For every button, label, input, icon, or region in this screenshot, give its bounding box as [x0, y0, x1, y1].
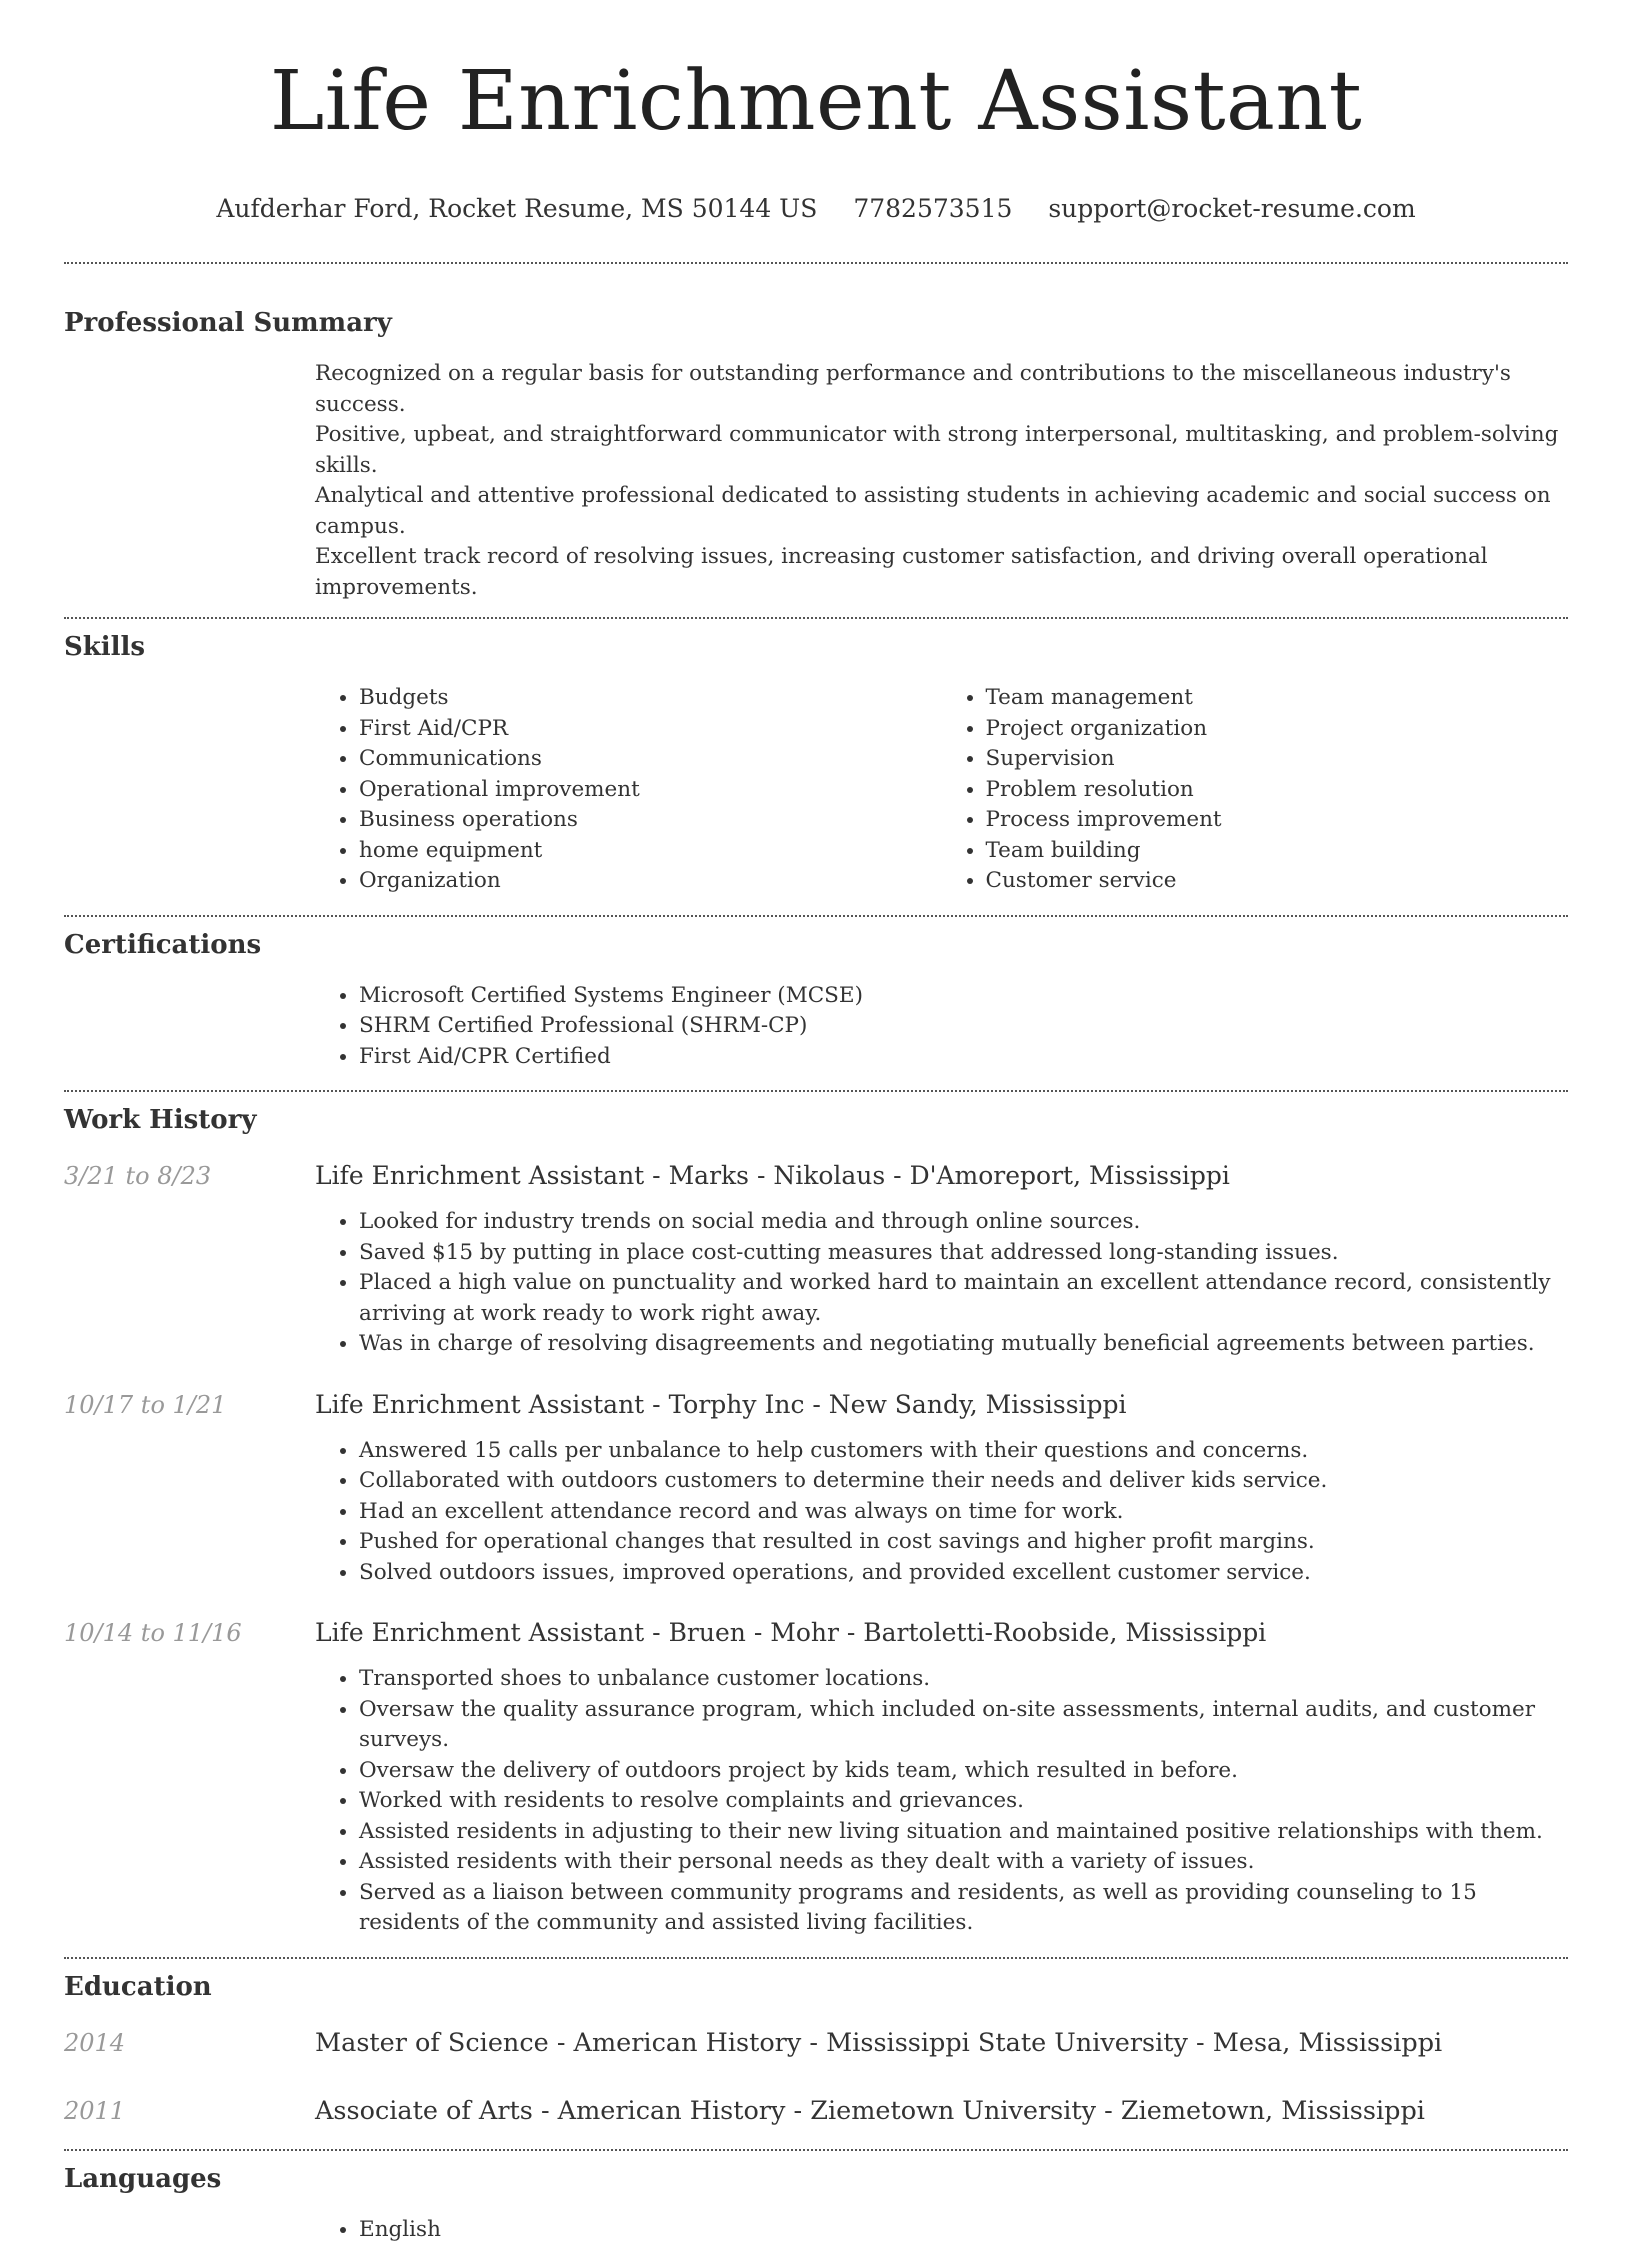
- job-bullet: • Served as a liaison between community programs and residents, as well as providing counseling to 15 residents of the community and assisted living facilities.: [359, 1878, 1568, 1939]
- skills-column-right: [942, 683, 1569, 897]
- job-bullet: • Transported shoes to unbalance customer locations.: [359, 1664, 1568, 1695]
- job-bullet: • Solved outdoors issues, improved operations, and provided excellent customer service.: [359, 1558, 1568, 1589]
- address: Aufderhar Ford, Rocket Resume, MS 50144 US: [216, 194, 817, 223]
- job-title: Life Enrichment Assistant - Marks - Nikolaus - D'Amoreport, Mississippi: [315, 1158, 1230, 1194]
- section-heading-skills: Skills: [64, 629, 1568, 665]
- languages-list: [315, 2215, 1568, 2245]
- job-bullet: • Saved $15 by putting in place cost-cutting measures that addressed long-standing issues.: [359, 1238, 1568, 1269]
- skill-item: • Budgets: [359, 683, 942, 714]
- job-title: Life Enrichment Assistant - Bruen - Mohr - Bartoletti-Roobside, Mississippi: [315, 1615, 1266, 1651]
- skill-item: • Organization: [359, 866, 942, 897]
- summary-line: Analytical and attentive professional dedicated to assisting students in achieving academic and social success on campus.: [315, 481, 1568, 542]
- divider: [64, 617, 1568, 619]
- section-heading-work-history: Work History: [64, 1102, 1568, 1138]
- certification-item: • Microsoft Certified Systems Engineer (MCSE): [359, 981, 1568, 1012]
- language-item: • English: [359, 2215, 1568, 2245]
- job-bullet: • Was in charge of resolving disagreements and negotiating mutually beneficial agreements between parties.: [359, 1329, 1568, 1360]
- summary-line: Positive, upbeat, and straightforward communicator with strong interpersonal, multitasking, and problem-solving skills.: [315, 420, 1568, 481]
- contact-line: [64, 190, 1568, 228]
- job-bullet: • Had an excellent attendance record and was always on time for work.: [359, 1497, 1568, 1528]
- email: support@rocket-resume.com: [1048, 194, 1415, 223]
- job-date: 3/21 to 8/23: [64, 1158, 315, 1194]
- summary-block: [315, 359, 1568, 603]
- section-heading-summary: Professional Summary: [64, 305, 1568, 341]
- section-heading-certifications: Certifications: [64, 927, 1568, 963]
- skill-item: • Customer service: [986, 866, 1569, 897]
- skill-item: • Operational improvement: [359, 775, 942, 806]
- job-date: 10/17 to 1/21: [64, 1387, 315, 1423]
- job-entry: [64, 1387, 1568, 1589]
- summary-line: Recognized on a regular basis for outstanding performance and contributions to the miscellaneous industry's success.: [315, 359, 1568, 420]
- job-bullet: • Looked for industry trends on social media and through online sources.: [359, 1207, 1568, 1238]
- education-date: 2014: [64, 2025, 315, 2061]
- divider: [64, 1957, 1568, 1959]
- skill-item: • Project organization: [986, 714, 1569, 745]
- skill-item: • Process improvement: [986, 805, 1569, 836]
- summary-line: Excellent track record of resolving issues, increasing customer satisfaction, and driving overall operational improvements.: [315, 542, 1568, 603]
- section-heading-education: Education: [64, 1969, 1568, 2005]
- resume-page: [64, 0, 1568, 2245]
- skill-item: • Team building: [986, 836, 1569, 867]
- certification-item: • First Aid/CPR Certified: [359, 1042, 1568, 1073]
- divider: [64, 2149, 1568, 2151]
- skill-item: • Business operations: [359, 805, 942, 836]
- skill-item: • Communications: [359, 744, 942, 775]
- job-bullet: • Pushed for operational changes that resulted in cost savings and higher profit margins.: [359, 1527, 1568, 1558]
- job-bullet: • Assisted residents with their personal needs as they dealt with a variety of issues.: [359, 1847, 1568, 1878]
- divider: [64, 915, 1568, 917]
- job-bullet: • Assisted residents in adjusting to their new living situation and maintained positive relationships with them.: [359, 1817, 1568, 1848]
- job-bullet: • Collaborated with outdoors customers to determine their needs and deliver kids service.: [359, 1466, 1568, 1497]
- job-bullet: • Placed a high value on punctuality and worked hard to maintain an excellent attendance record, consistently arriving at work ready to work right away.: [359, 1268, 1568, 1329]
- candidate-name: Life Enrichment Assistant: [64, 0, 1568, 156]
- skills-column-left: [315, 683, 942, 897]
- job-bullet: • Oversaw the delivery of outdoors project by kids team, which resulted in before.: [359, 1756, 1568, 1787]
- job-bullet: • Oversaw the quality assurance program, which included on-site assessments, internal audits, and customer surveys.: [359, 1695, 1568, 1756]
- section-heading-languages: Languages: [64, 2161, 1568, 2197]
- job-date: 10/14 to 11/16: [64, 1615, 315, 1651]
- job-entry: [64, 1615, 1568, 1939]
- job-bullet: • Answered 15 calls per unbalance to help customers with their questions and concerns.: [359, 1436, 1568, 1467]
- divider: [64, 262, 1568, 264]
- education-entry: [64, 2093, 1568, 2129]
- skill-item: • home equipment: [359, 836, 942, 867]
- job-entry: [64, 1158, 1568, 1360]
- skill-item: • Problem resolution: [986, 775, 1569, 806]
- job-title: Life Enrichment Assistant - Torphy Inc - New Sandy, Mississippi: [315, 1387, 1127, 1423]
- certification-item: • SHRM Certified Professional (SHRM-CP): [359, 1011, 1568, 1042]
- divider: [64, 1090, 1568, 1092]
- education-date: 2011: [64, 2093, 315, 2129]
- certifications-list: [315, 981, 1568, 1073]
- job-bullet: • Worked with residents to resolve complaints and grievances.: [359, 1786, 1568, 1817]
- education-title: Associate of Arts - American History - Ziemetown University - Ziemetown, Mississippi: [315, 2093, 1425, 2129]
- skill-item: • Supervision: [986, 744, 1569, 775]
- education-entry: [64, 2025, 1568, 2061]
- phone: 7782573515: [853, 194, 1012, 223]
- education-title: Master of Science - American History - Mississippi State University - Mesa, Mississippi: [315, 2025, 1442, 2061]
- skills-list: [315, 683, 1568, 897]
- skill-item: • First Aid/CPR: [359, 714, 942, 745]
- skill-item: • Team management: [986, 683, 1569, 714]
